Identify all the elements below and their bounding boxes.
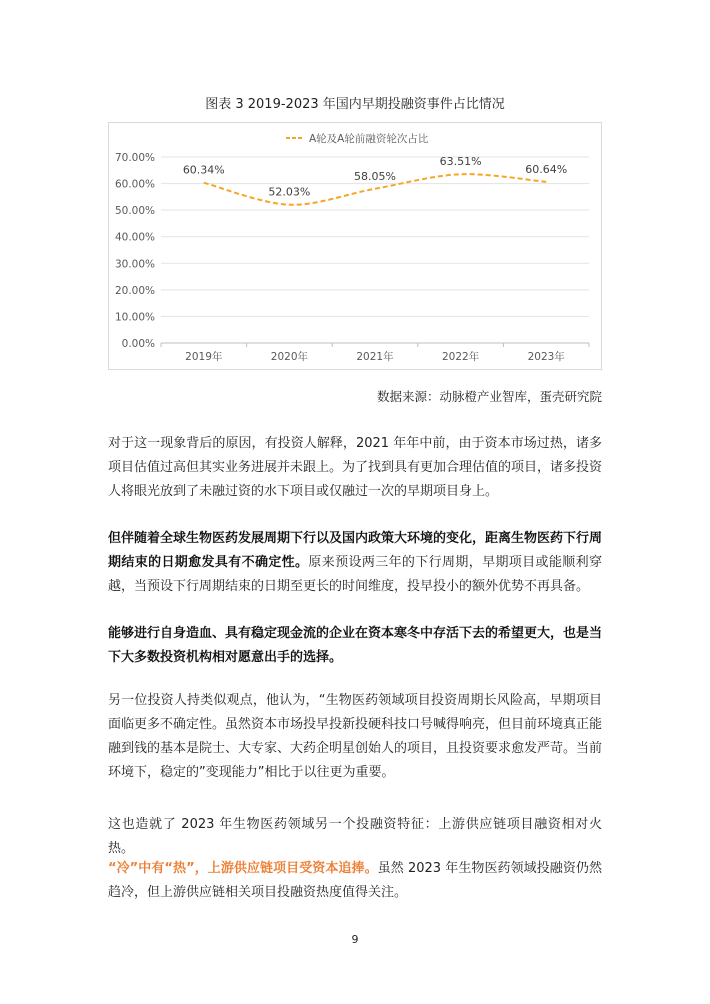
x-tick-label: 2023年 xyxy=(527,351,565,363)
paragraph-3 xyxy=(108,622,602,670)
y-tick-label: 40.00% xyxy=(114,231,155,244)
data-label: 60.64% xyxy=(525,162,568,176)
figure-source: 数据来源：动脉橙产业智库，蛋壳研究院 xyxy=(376,389,602,404)
paragraph-6-highlight: “冷”中有“热”，上游供应链项目受资本追捧。 xyxy=(108,861,378,876)
paragraph-4: 另一位投资人持类似观点，他认为，“生物医药领域项目投资周期长风险高，早期项目面临更多不确定性。虽然资本市场投早投新投硬科技口号喊得响亮，但目前环境真正能融到钱的基本是院士、大专家、大药企明星创始人的项目，且投资要求愈发严苛。当前环境下，稳定的”变现能力”相比于以往更为重要。 xyxy=(108,693,603,780)
paragraph-6 xyxy=(108,857,602,905)
chart-canvas xyxy=(109,123,603,371)
y-tick-label: 10.00% xyxy=(114,311,155,324)
paragraph-2 xyxy=(108,527,602,599)
data-label: 52.03% xyxy=(268,185,311,199)
x-tick-label: 2019年 xyxy=(185,351,223,363)
paragraph-2-emphasis: 但伴随着全球生物医药发展周期下行以及国内政策大环境的变化，距离生物医药下行周期结束的日期愈发具有不确定性。 xyxy=(108,531,603,570)
legend-label: A轮及A轮前融资轮次占比 xyxy=(309,133,429,145)
paragraph-5: 这也造就了 2023 年生物医药领域另一个投融资特征：上游供应链项目融资相对火热。 xyxy=(108,817,602,856)
paragraph-6-text: 虽然 2023 年生物医药领域投融资仍然趋冷，但上游供应链相关项目投融资热度值得关注。 xyxy=(108,861,602,900)
line-chart xyxy=(108,122,602,370)
paragraph-2-text: 原来预设两三年的下行周期，早期项目或能顺利穿越，当预设下行周期结束的日期至更长的时间维度，投早投小的额外优势不再具备。 xyxy=(108,555,602,594)
y-tick-label: 70.00% xyxy=(114,152,155,164)
y-tick-label: 20.00% xyxy=(114,284,155,297)
paragraph-1: 对于这一现象背后的原因，有投资人解释，2021 年年中前，由于资本市场过热，诸多项目估值过高但其实业务进展并未跟上。为了找到具有更加合理估值的项目，诸多投资人将眼光放到了未融过资的水下项目或仅融过一次的早期项目身上。 xyxy=(108,436,603,499)
y-tick-label: 60.00% xyxy=(114,178,155,191)
y-tick-label: 30.00% xyxy=(114,258,155,271)
x-tick-label: 2022年 xyxy=(441,351,480,363)
data-label: 60.34% xyxy=(182,163,225,177)
page-number: 9 xyxy=(351,933,359,946)
figure-title: 图表 3 2019-2023 年国内早期投融资事件占比情况 xyxy=(205,97,505,112)
y-tick-label: 0.00% xyxy=(121,338,155,350)
x-tick-label: 2021年 xyxy=(356,351,394,363)
data-label: 58.05% xyxy=(354,169,396,183)
paragraph-3-emphasis: 能够进行自身造血、具有稳定现金流的企业在资本寒冬中存活下去的希望更大，也是当下大多数投资机构相对愿意出手的选择。 xyxy=(108,626,603,665)
x-tick-label: 2020年 xyxy=(270,351,309,363)
y-tick-label: 50.00% xyxy=(114,205,155,218)
data-label: 63.51% xyxy=(439,155,482,169)
